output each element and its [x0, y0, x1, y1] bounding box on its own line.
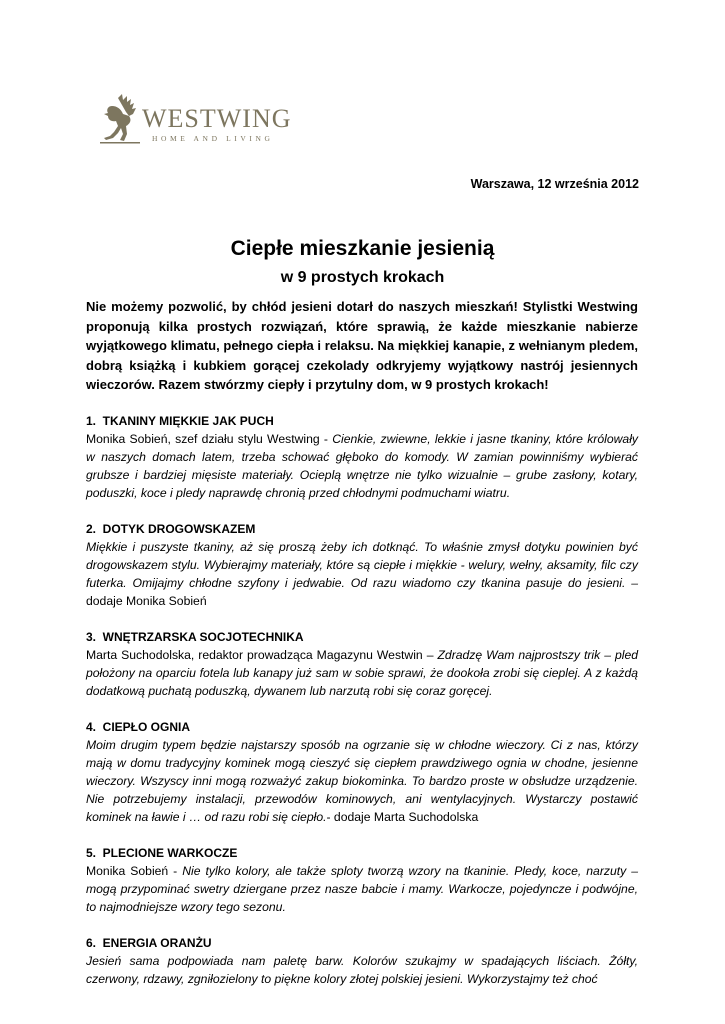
page-subtitle: w 9 prostych krokach [280, 269, 445, 286]
section-suffix: dodaje Monika Sobień [86, 594, 207, 608]
section-quote: Moim drugim typem będzie najstarszy sposób na ogrzanie się w chłodne wieczory. Ci z nas, którzy mają w domu tradycyjny kominek mogą cieszyć się ciepłem prawdziwego ognia w chodne, jesienne wieczory. Wszyscy inni mogą rozważyć zakup biokominka. To bardzo proste w obsłudze urządzenie. Nie potrzebujemy instalacji, przewodów kominowych, ani wentylacyjnych. Wystarczy postawić kominek na ławie i … od razu robi się ciepło. [86, 738, 638, 824]
section-text [86, 736, 638, 826]
section [86, 934, 638, 988]
section-quote: Miękkie i puszyste tkaniny, aż się proszą żeby ich dotknąć. To właśnie zmysł dotyku powinien być drogowskazem stylu. Wybierajmy materiały, które są ciepłe i miękkie - welury, wełny, aksamity, filc czy futerka. Omijajmy chłodne szyfony i jedwabie. Od razu wiadomo czy tkanina pasuje do jesieni. – [86, 540, 638, 590]
section-heading: 4. CIEPŁO OGNIA [86, 720, 191, 734]
section-suffix: - dodaje Marta Suchodolska [326, 810, 479, 824]
section-text [86, 862, 638, 916]
lead-paragraph: Nie możemy pozwolić, by chłód jesieni dotarł do naszych mieszkań! Stylistki Westwing proponują kilka prostych rozwiązań, które sprawią, że każde mieszkanie nabierze wyjątkowego klimatu, pełnego ciepła i relaksu. Na miękkiej kanapie, z wełnianym pledem, dobrą książką i kubkiem gorącej czekolady odkryjemy wyjątkowy nastrój jesiennych wieczorów. Razem stwórzmy ciepły i przytulny dom, w 9 prostych krokach! [86, 299, 638, 392]
section-text [86, 538, 638, 610]
section [86, 718, 638, 826]
article-body [86, 412, 638, 1006]
section-heading: 5. PLECIONE WARKOCZE [86, 846, 238, 860]
section-quote: Nie tylko kolory, ale także sploty tworzą wzory na tkaninie. Pledy, koce, narzuty – mogą przypominać swetry dziergane przez nasze babcie i mamy. Warkocze, pojedyncze i podwójne, to najmodniejsze wzory tego sezonu. [86, 864, 638, 914]
section-author: Monika Sobień, szef działu stylu Westwing - [86, 432, 333, 446]
section-heading: 3. WNĘTRZARSKA SOCJOTECHNIKA [86, 630, 304, 644]
section-text [86, 646, 638, 700]
section [86, 412, 638, 502]
date-line: Warszawa, 12 września 2012 [470, 177, 639, 191]
section [86, 520, 638, 610]
section-text [86, 952, 638, 988]
page-title: Ciepłe mieszkanie jesienią [230, 237, 495, 260]
section-heading: 1. TKANINY MIĘKKIE JAK PUCH [86, 414, 274, 428]
section-heading: 2. DOTYK DROGOWSKAZEM [86, 522, 256, 536]
section-quote: Cienkie, zwiewne, lekkie i jasne tkaniny, które królowały w naszych domach latem, trzeba schować głęboko do komody. W zamian powinniśmy wybierać grubsze i bardziej mięsiste materiały. Ocieplą wnętrze nie tylko wizualnie – grube zasłony, kotary, poduszki, koce i pledy naprawdę chronią przed chłodnymi podmuchami wiatru. [86, 432, 638, 500]
section-author: Marta Suchodolska, redaktor prowadząca Magazynu Westwin – [86, 648, 438, 662]
section-quote: Zdradzę Wam najprostszy trik – pled położony na oparciu fotela lub kanapy już sam w sobie sprawi, że dookoła zrobi się cieplej. A z każdą dodatkową puchatą poduszką, dywanem lub narzutą robi się coraz goręcej. [86, 648, 639, 698]
westwing-logo [96, 92, 306, 154]
section [86, 628, 638, 700]
brand-name: WESTWING [142, 104, 292, 133]
section-author: Monika Sobień - [86, 864, 183, 878]
section-quote: Jesień sama podpowiada nam paletę barw. Kolorów szukajmy w spadających liściach. Żółty, czerwony, rdzawy, zgniłozielony to piękne kolory złotej polskiej jesieni. Wykorzystajmy też choć [86, 954, 638, 986]
section [86, 844, 638, 916]
section-heading: 6. ENERGIA ORANŻU [86, 936, 212, 950]
brand-tagline: HOME AND LIVING [152, 134, 274, 143]
section-text [86, 430, 638, 502]
griffin-icon [96, 92, 144, 148]
